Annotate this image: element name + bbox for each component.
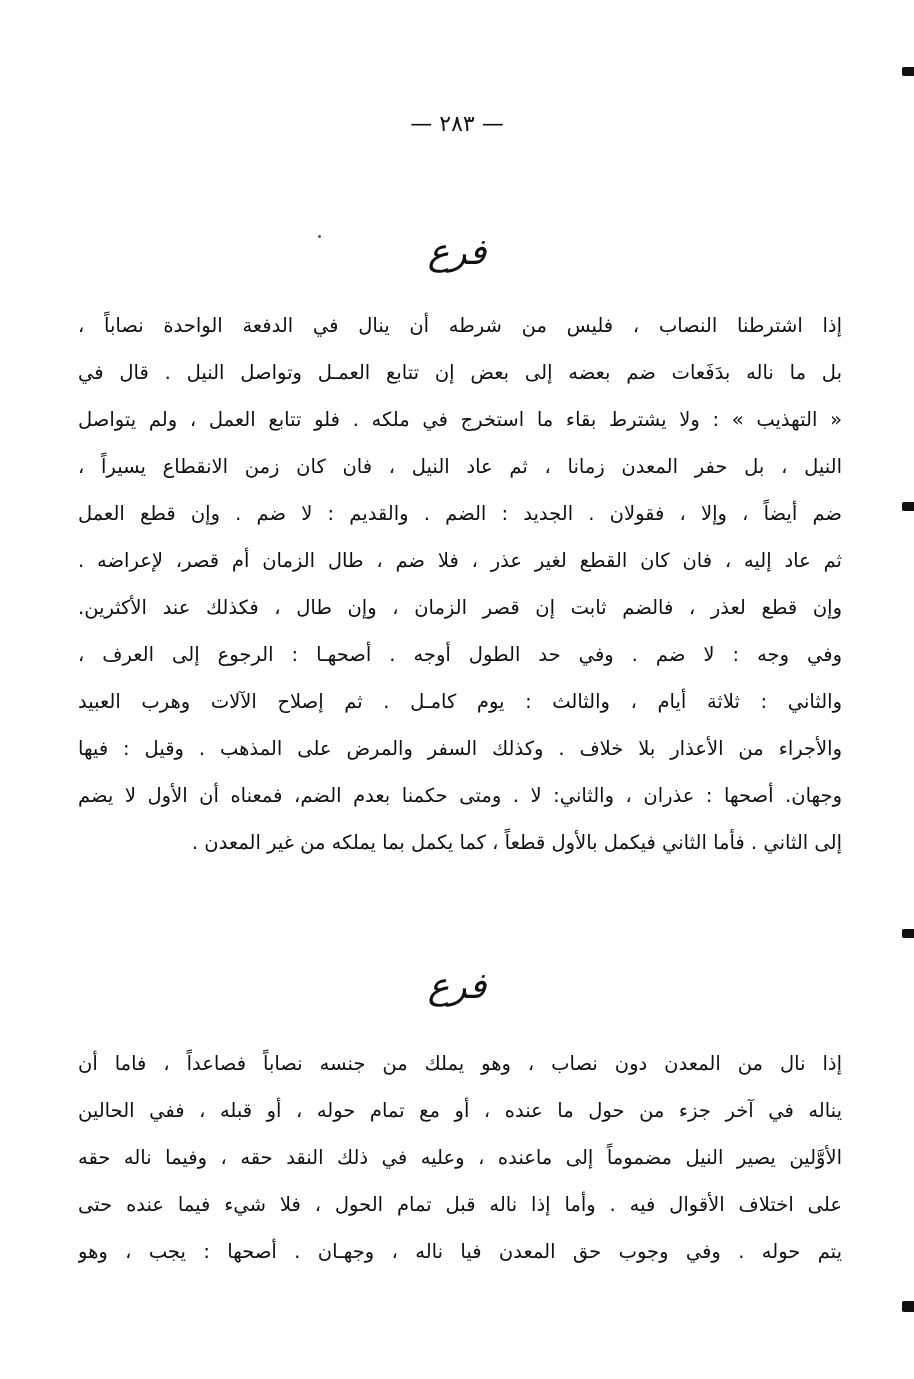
text-line: النيل ، بل حفر المعدن زمانا ، ثم عاد النيل ، فان كان زمن الانقطاع يسيراً ،: [78, 455, 842, 478]
margin-mark: [902, 929, 914, 938]
text-line: وجهان. أصحها : عذران ، والثاني: لا . ومتى حكمنا بعدم الضم، فمعناه أن الأول لا يضم: [78, 784, 842, 807]
section-body: [78, 302, 842, 866]
section-heading: فرع: [427, 966, 487, 1007]
text-line: « التهذيب » : ولا يشترط بقاء ما استخرج في ملكه . فلو تتابع العمل ، ولم يتواصل: [78, 408, 842, 431]
text-line: ثم عاد إليه ، فان كان القطع لغير عذر ، فلا ضم ، طال الزمان أم قصر، لإعراضه .: [78, 549, 842, 572]
text-line: إلى الثاني . فأما الثاني فيكمل بالأول قطعاً ، كما يكمل بما يملكه من غير المعدن .: [191, 831, 842, 854]
margin-mark: [902, 1301, 914, 1312]
section-body: [78, 1040, 842, 1275]
text-line: الأوَّلين يصير النيل مضموماً إلى ماعنده ، وعليه في ذلك النقد حقه ، وفيما ناله حقه: [78, 1146, 842, 1169]
margin-mark: [902, 67, 914, 76]
text-line: يناله في آخر جزء من حول ما عنده ، أو مع تمام حوله ، أو قبله ، ففي الحالين: [78, 1099, 842, 1122]
text-line: يتم حوله . وفي وجوب حق المعدن فيا ناله ، وجهـان . أصحها : يجب ، وهو: [78, 1240, 842, 1263]
text-line: والأجراء من الأعذار بلا خلاف . وكذلك السفر والمرض على المذهب . وقيل : فيها: [78, 737, 842, 760]
text-line: إذا نال من المعدن دون نصاب ، وهو يملك من جنسه نصاباً فصاعداً ، فاما أن: [78, 1052, 842, 1075]
text-line: والثاني : ثلاثة أيام ، والثالث : يوم كامـل . ثم إصلاح الآلات وهرب العبيد: [78, 690, 842, 713]
margin-mark: [902, 502, 914, 511]
text-line: بل ما ناله بدَفَعات ضم بعضه إلى بعض إن تتابع العمـل وتواصل النيل . قال في: [78, 361, 842, 384]
text-line: وإن قطع لعذر ، فالضم ثابت إن قصر الزمان ، وإن طال ، فكذلك عند الأكثرين.: [78, 596, 842, 619]
page-number: — ٢٨٣ —: [410, 112, 504, 137]
section-heading: فرع: [427, 232, 487, 273]
text-line: وفي وجه : لا ضم . وفي حد الطول أوجه . أصحهـا : الرجوع إلى العرف ،: [78, 643, 842, 666]
text-line: ضم أيضاً ، وإلا ، فقولان . الجديد : الضم . والقديم : لا ضم . وإن قطع العمل: [78, 502, 842, 525]
text-line: على اختلاف الأقوال فيه . وأما إذا ناله قبل تمام الحول ، فلا شيء فيما عنده حتى: [78, 1193, 842, 1216]
text-line: إذا اشترطنا النصاب ، فليس من شرطه أن ينال في الدفعة الواحدة نصاباً ،: [78, 314, 842, 337]
